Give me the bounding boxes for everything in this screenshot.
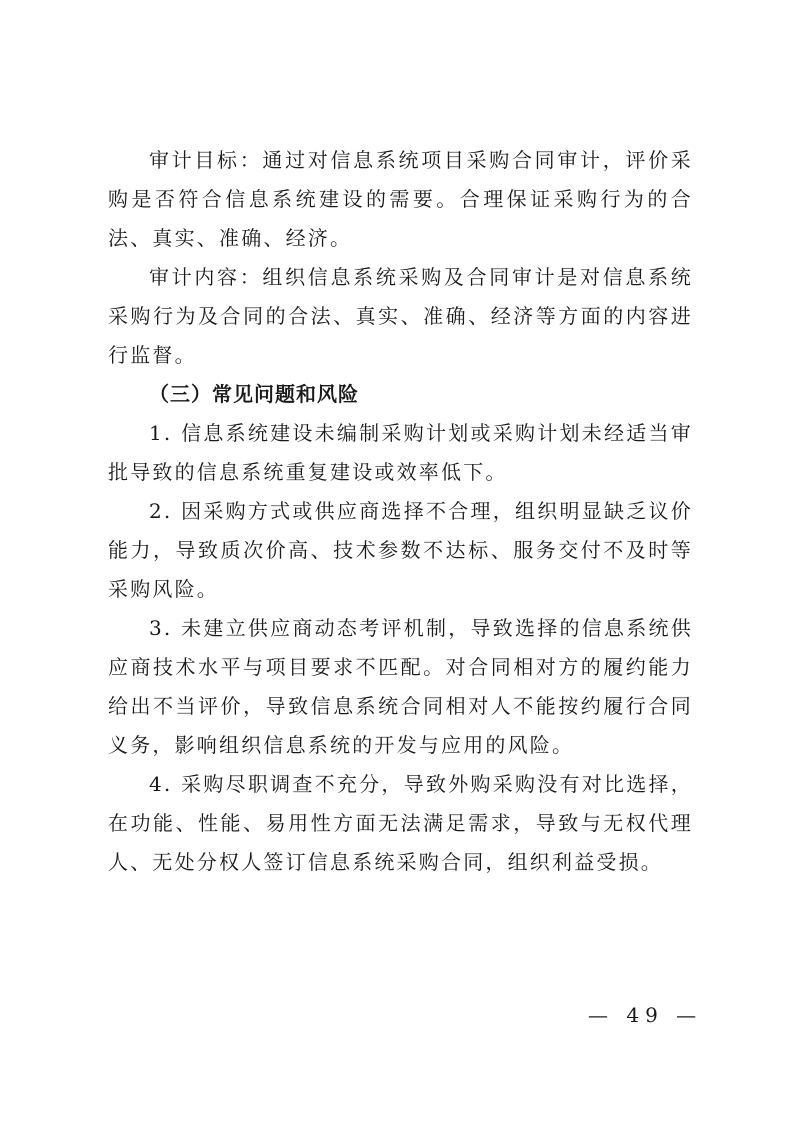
risk-item-2: 2. 因采购方式或供应商选择不合理，组织明显缺乏议价能力，导致质次价高、技术参数不达标、服务交付不及时等采购风险。	[108, 499, 693, 601]
risk-item-4: 4. 采购尽职调查不充分，导致外购采购没有对比选择，在功能、性能、易用性方面无法满足需求，导致与无权代理人、无处分权人签订信息系统采购合同，组织利益受损。	[108, 772, 693, 874]
section-heading: （三）常见问题和风险	[149, 382, 359, 406]
risk-item-3: 3. 未建立供应商动态考评机制，导致选择的信息系统供应商技术水平与项目要求不匹配。对合同相对方的履约能力给出不当评价，导致信息系统合同相对人不能按约履行合同义务，影响组织信息系统的开发与应用的风险。	[108, 616, 693, 757]
paragraph-audit-content: 审计内容：组织信息系统采购及合同审计是对信息系统采购行为及合同的合法、真实、准确、经济等方面的内容进行监督。	[108, 265, 693, 367]
risk-item-1: 1. 信息系统建设未编制采购计划或采购计划未经适当审批导致的信息系统重复建设或效率低下。	[108, 421, 693, 484]
page-number: — 49 —	[588, 1003, 703, 1027]
body-text	[108, 141, 693, 882]
paragraph-audit-objective: 审计目标：通过对信息系统项目采购合同审计，评价采购是否符合信息系统建设的需要。合理保证采购行为的合法、真实、准确、经济。	[108, 148, 693, 250]
